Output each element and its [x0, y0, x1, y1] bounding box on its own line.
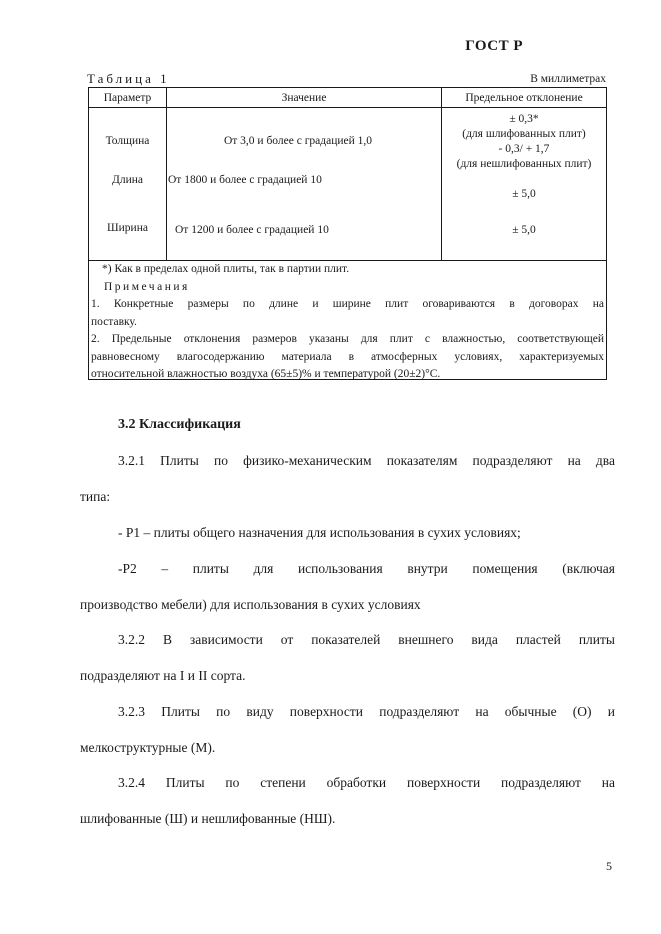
row-deviation-length: ± 5,0 [512, 188, 536, 200]
paragraph-3-2-2: подразделяют на I и II сорта. [80, 668, 246, 683]
note-1: поставку. [91, 315, 137, 328]
page-number: 5 [606, 859, 612, 873]
paragraph-3-2-4: 3.2.4 Плиты по степени обработки поверхности подразделяют на [118, 775, 615, 790]
row-param-width: Ширина [107, 222, 148, 234]
row-deviation-thickness: (для шлифованных плит) [462, 128, 586, 140]
paragraph-3-2-1: 3.2.1 Плиты по физико-механическим показателям подразделяют на два [118, 453, 615, 468]
note-2: относительной влажностью воздуха (65±5)% и температурой (20±2)°С. [91, 368, 441, 380]
paragraph-type-p2: производство мебели) для использования в сухих условиях [80, 597, 421, 612]
column-header-param: Параметр [103, 92, 152, 104]
row-param-length: Длина [112, 174, 143, 186]
row-deviation-thickness: (для нешлифованных плит) [456, 158, 592, 170]
row-deviation-thickness: ± 0,3* [509, 113, 539, 125]
column-header-deviation: Предельное отклонение [465, 92, 583, 104]
paragraph-3-2-3: мелкоструктурные (М). [80, 740, 216, 755]
section-title: 3.2 Классификация [118, 417, 241, 432]
row-deviation-width: ± 5,0 [512, 224, 536, 236]
note-2: 2. Предельные отклонения размеров указаны для плит с влажностью, соответствующей [91, 333, 604, 345]
note-2: равновесному влагосодержанию материала в атмосферных условиях, характеризуемых [91, 350, 604, 363]
table-units: В миллиметрах [530, 73, 606, 85]
paragraph-type-p1: - Р1 – плиты общего назначения для использования в сухих условиях; [118, 525, 521, 540]
paragraph-type-p2: -Р2 – плиты для использования внутри помещения (включая [118, 561, 615, 576]
document-header: ГОСТ Р [465, 38, 523, 54]
row-value-width: От 1200 и более с градацией 10 [175, 224, 329, 236]
row-deviation-thickness: - 0,3/ + 1,7 [498, 143, 550, 155]
row-value-thickness: От 3,0 и более с градацией 1,0 [223, 135, 373, 147]
paragraph-3-2-4: шлифованные (Ш) и нешлифованные (НШ). [80, 811, 336, 826]
table-footnote: *) Как в пределах одной плиты, так в партии плит. [102, 263, 350, 275]
column-divider-1 [166, 88, 167, 260]
paragraph-3-2-1: типа: [80, 489, 111, 504]
column-header-value: Значение [281, 92, 327, 104]
paragraph-3-2-2: 3.2.2 В зависимости от показателей внешнего вида пластей плиты [118, 632, 615, 647]
notes-title: Примечания [104, 280, 190, 293]
paragraph-3-2-3: 3.2.3 Плиты по виду поверхности подразделяют на обычные (О) и [118, 704, 615, 719]
note-1: 1. Конкретные размеры по длине и ширине плит оговариваются в договорах на [91, 298, 604, 310]
row-value-length: От 1800 и более с градацией 10 [168, 174, 322, 186]
row-param-thickness: Толщина [105, 135, 150, 147]
table-label: Таблица 1 [87, 71, 170, 86]
table-notes [88, 261, 607, 384]
